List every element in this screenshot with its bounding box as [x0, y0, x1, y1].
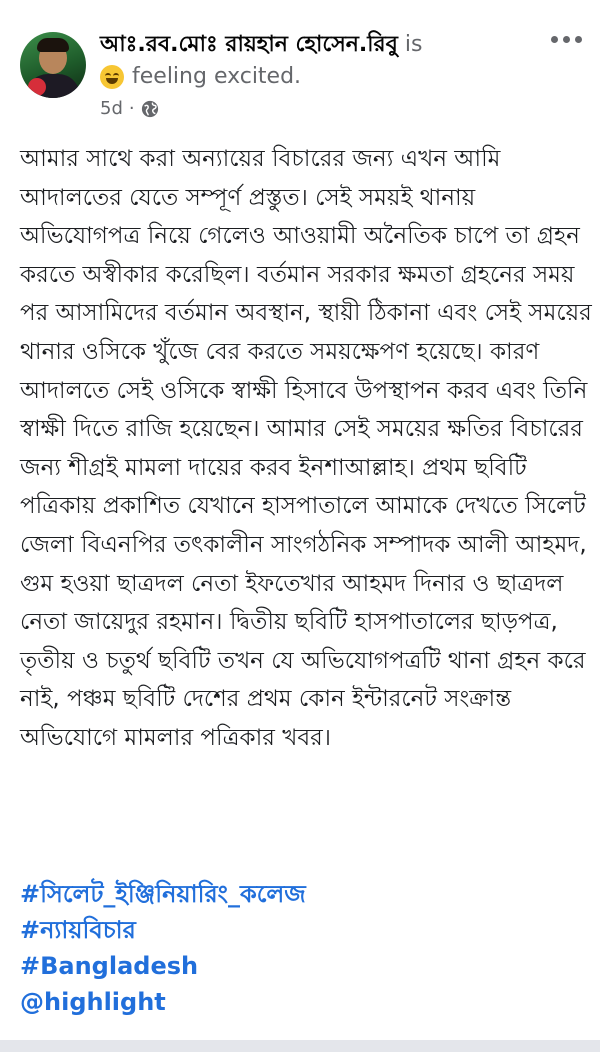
globe-icon[interactable]: [141, 100, 159, 118]
avatar[interactable]: [20, 32, 86, 98]
hashtag-link[interactable]: #ন্যায়বিচার: [20, 916, 136, 944]
more-dot-icon: [563, 36, 570, 43]
author-status-verb: is: [404, 32, 423, 57]
hashtag-link[interactable]: #Bangladesh: [20, 952, 199, 980]
grinning-face-icon: [100, 65, 124, 89]
mention-link[interactable]: @highlight: [20, 988, 166, 1016]
more-dot-icon: [575, 36, 582, 43]
hashtag-link[interactable]: #সিলেট_ইঞ্জিনিয়ারিং_কলেজ: [20, 880, 306, 908]
avatar-badge-icon: [28, 78, 46, 96]
feeling-activity: [100, 60, 301, 94]
post-timestamp[interactable]: 5d: [100, 98, 123, 119]
author-name[interactable]: আঃ.রব.মোঃ রায়হান হোসেন.রিবু: [100, 32, 398, 57]
hashtag-list: [20, 876, 580, 1020]
post-header: [100, 28, 520, 62]
avatar-hair-shape: [37, 38, 69, 52]
meta-separator: ·: [128, 98, 135, 119]
more-options-button[interactable]: [551, 36, 582, 43]
more-dot-icon: [551, 36, 558, 43]
feeling-text: feeling excited.: [132, 64, 302, 89]
card-bottom-edge: [0, 1040, 600, 1052]
post-meta: [100, 98, 159, 119]
post-text: আমার সাথে করা অন্যায়ের বিচারের জন্য এখন আমি আদালতের যেতে সম্পূর্ণ প্রস্তুত। সেই সময়ই থানায় অভিযোগপত্র নিয়ে গেলেও আওয়ামী অনৈতিক চাপে তা গ্রহন করতে অস্বীকার করেছিল। বর্তমান সরকার ক্ষমতা গ্রহনের সময় পর আসামিদের বর্তমান অবস্থান, স্থায়ী ঠিকানা এবং সেই সময়ের থানার ওসিকে খুঁজে বের করতে সময়ক্ষেপণ হয়েছে। কারণ আদালতে সেই ওসিকে স্বাক্ষী হিসাবে উপস্থাপন করব এবং তিনি স্বাক্ষী দিতে রাজি হয়েছেন। আমার সেই সময়ের ক্ষতির বিচারের জন্য শীগ্রই মামলা দায়ের করব ইনশাআল্লাহ। প্রথম ছবিটি পত্রিকায় প্রকাশিত যেখানে হাসপাতালে আমাকে দেখতে সিলেট জেলা বিএনপির তৎকালীন সাংগঠনিক সম্পাদক আলী আহমদ, গুম হওয়া ছাত্রদল নেতা ইফতেখার আহমদ দিনার ও ছাত্রদল নেতা জায়েদুর রহমান। দ্বিতীয় ছবিটি হাসপাতালের ছাড়পত্র, তৃতীয় ও চতুর্থ ছবিটি তখন যে অভিযোগপত্রটি থানা গ্রহন করে নাই, পঞ্চম ছবিটি দেশের প্রথম কোন ইন্টারনেট সংক্রান্ত অভিযোগে মামলার পত্রিকার খবর।: [20, 146, 592, 751]
